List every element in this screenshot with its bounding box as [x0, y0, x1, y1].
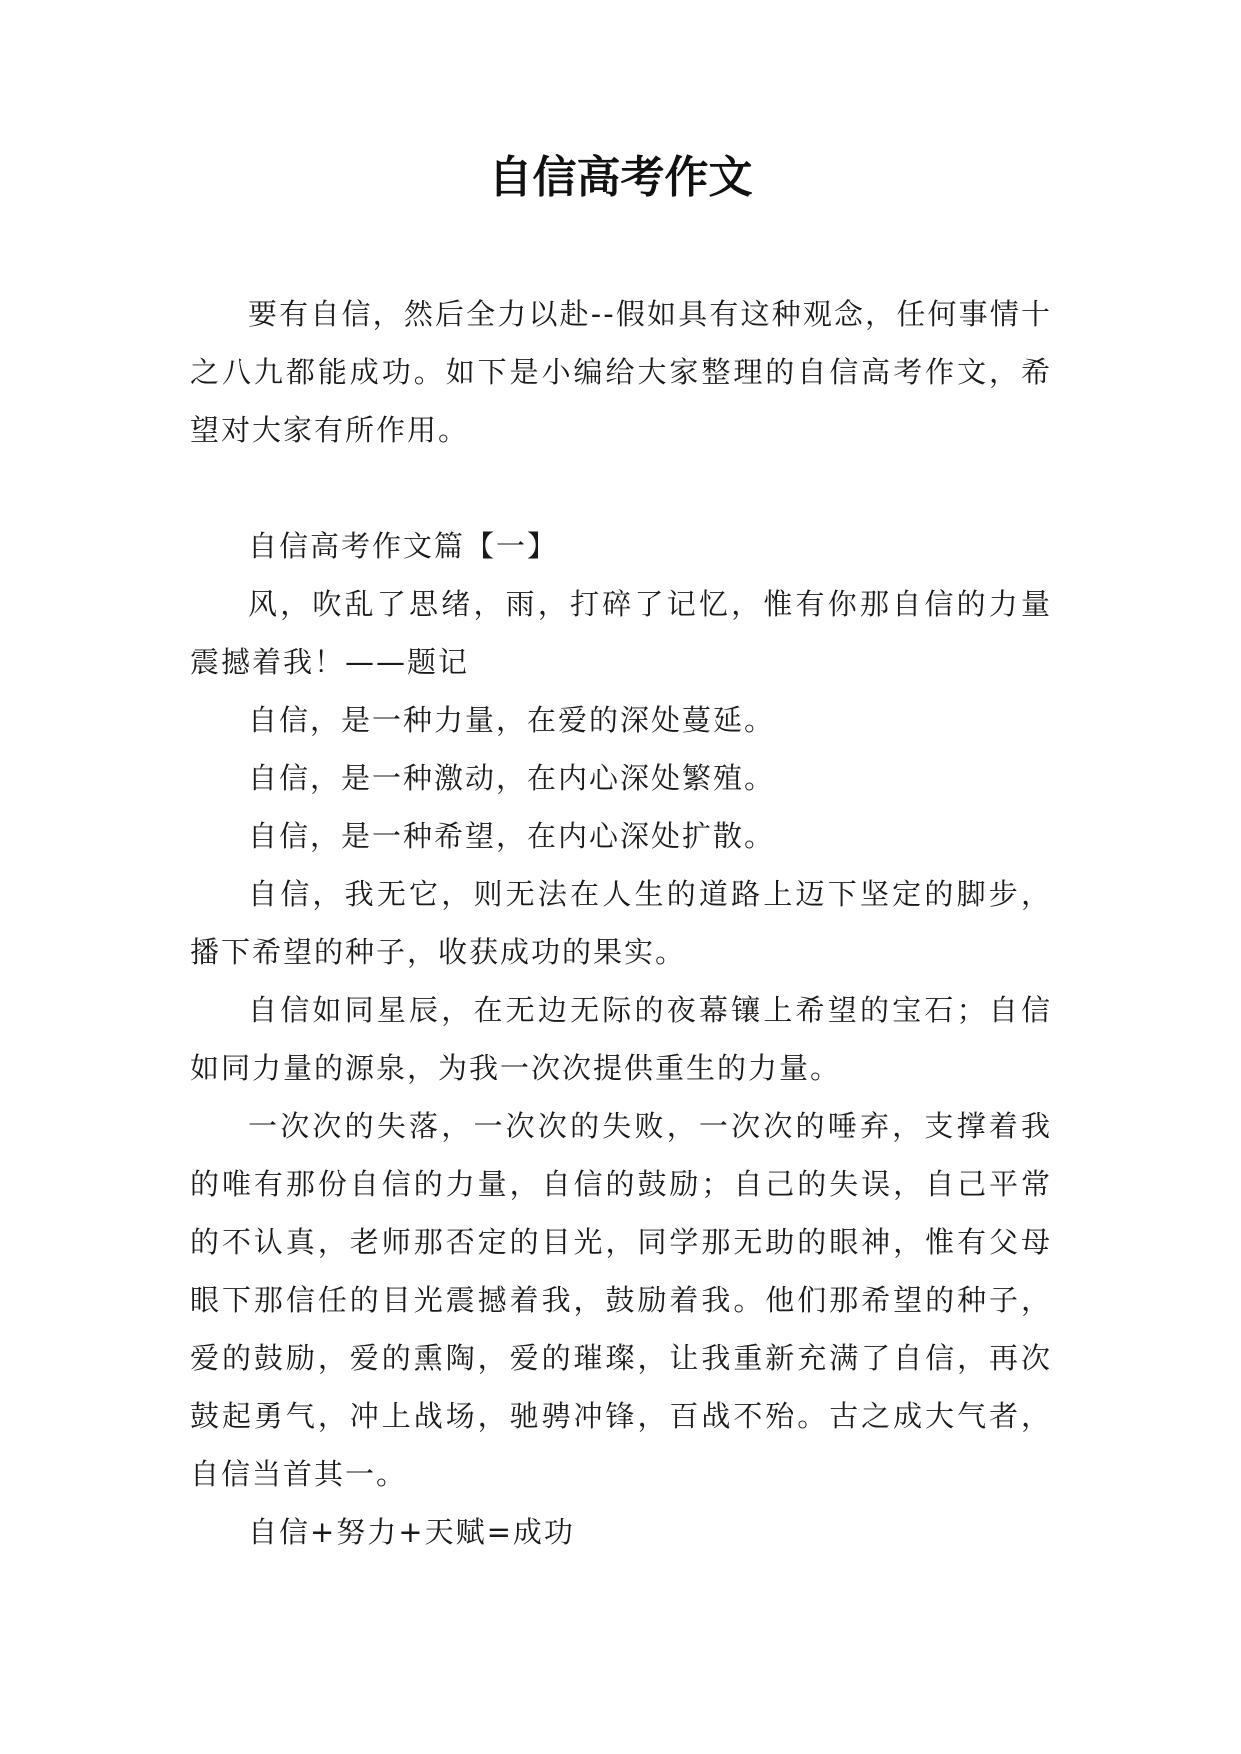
body-paragraph: 自信，是一种希望，在内心深处扩散。: [248, 819, 776, 853]
body-paragraph: 自信，是一种力量，在爱的深处蔓延。: [248, 703, 776, 737]
body-paragraph: 风，吹乱了思绪，雨，打碎了记忆，惟有你那自信的力量震撼着我！——题记: [190, 587, 1052, 679]
intro-paragraph: 要有自信，然后全力以赴--假如具有这种观念，任何事情十之八九都能成功。如下是小编给大家整理的自信高考作文，希望对大家有所作用。: [190, 297, 1052, 447]
document-title: 自信高考作文: [488, 152, 753, 203]
body-paragraph: 一次次的失落，一次次的失败，一次次的唾弃，支撑着我的唯有那份自信的力量，自信的鼓励；自己的失误，自己平常的不认真，老师那否定的目光，同学那无助的眼神，惟有父母眼下那信任的目光震撼着我，鼓励着我。他们那希望的种子，爱的鼓励，爱的熏陶，爱的璀璨，让我重新充满了自信，再次鼓起勇气，冲上战场，驰骋冲锋，百战不殆。古之成大气者，自信当首其一。: [190, 1109, 1052, 1491]
body-paragraph: 自信，是一种激动，在内心深处繁殖。: [248, 761, 776, 795]
body-paragraph: 自信+努力+天赋=成功: [248, 1515, 575, 1549]
body-paragraph: 自信，我无它，则无法在人生的道路上迈下坚定的脚步，播下希望的种子，收获成功的果实。: [190, 877, 1052, 969]
document-body: [190, 285, 1052, 1561]
body-paragraph: 自信如同星辰，在无边无际的夜幕镶上希望的宝石；自信如同力量的源泉，为我一次次提供重生的力量。: [190, 993, 1052, 1085]
section-heading: 自信高考作文篇【一】: [248, 529, 559, 563]
